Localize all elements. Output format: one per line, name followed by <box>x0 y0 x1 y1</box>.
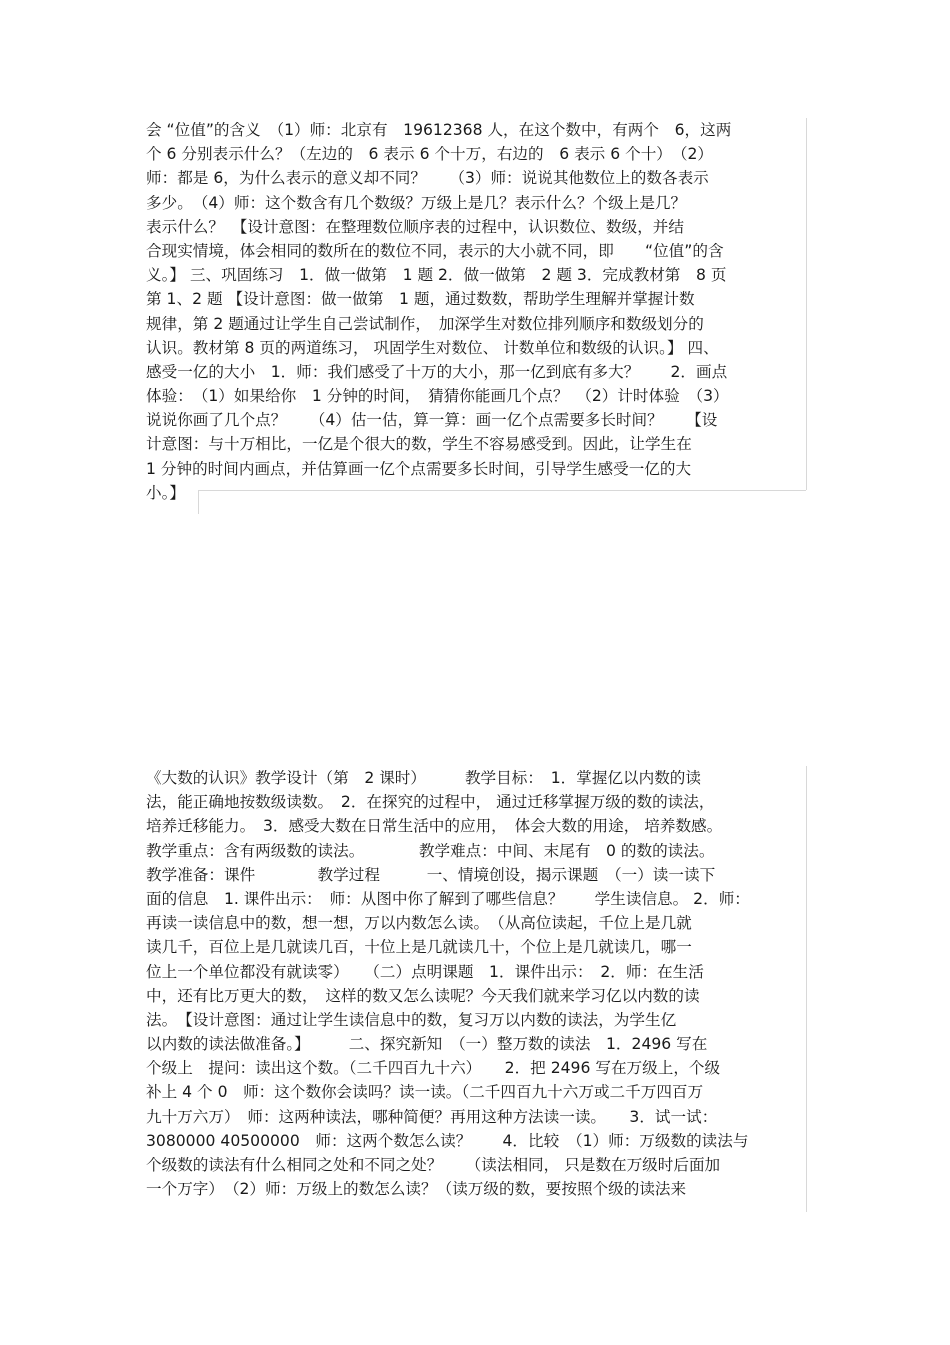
paragraph-line: 一个万字） （2）师：万级上的数怎么读？（读万级的数，要按照个级的读法来 <box>146 1180 687 1199</box>
paragraph-line: 3080000 40500000 师：这两个数怎么读？ 4．比较 （1）师：万级数的读法与 <box>146 1131 749 1150</box>
paragraph-line: 规律，第 2 题通过让学生自己尝试制作， 加深学生对数位排列顺序和数级划分的 <box>146 314 704 333</box>
paragraph-line: 认识。教材第 8 页的两道练习， 巩固学生对数位、 计数单位和数级的认识。】 四、 <box>146 338 719 357</box>
paragraph-line: 中，还有比万更大的数， 这样的数又怎么读呢？今天我们就来学习亿以内数的读 <box>146 986 700 1005</box>
paragraph-line: 表示什么？ 【设计意图：在整理数位顺序表的过程中，认识数位、数级，并结 <box>146 217 684 236</box>
paragraph-line: 个级上 提问：读出这个数。（二千四百九十六） 2．把 2496 写在万级上，个级 <box>146 1059 721 1078</box>
paragraph-line: 以内数的读法做准备。】 二、探究新知 （一）整万数的读法 1．2496 写在 <box>146 1035 708 1054</box>
paragraph-line: 第 1、2 题 【设计意图：做一做第 1 题，通过数数，帮助学生理解并掌握计数 <box>146 290 695 309</box>
text-block-section-2 <box>146 766 806 1201</box>
paragraph-line: 会 “位值”的含义 （1）师：北京有 19612368 人，在这个数中，有两个 6，这两 <box>146 121 732 139</box>
paragraph-line: 九十万六万） 师：这两种读法，哪种简便？再用这种方法读一读。 3．试一试： <box>146 1107 718 1126</box>
paragraph-line: 合现实情境，体会相同的数所在的数位不同，表示的大小就不同，即 “位值”的含 <box>146 241 724 260</box>
page-border-right-top <box>806 118 807 490</box>
paragraph-line: 教学重点：含有两级数的读法。 教学难点：中间、末尾有 0 的数的读法。 <box>146 841 715 860</box>
paragraph-line: 位上一个单位都没有就读零） （二）点明课题 1．课件出示： 2．师：在生活 <box>146 962 704 981</box>
paragraph-line: 说说你画了几个点？ （4）估一估，算一算：画一亿个点需要多长时间？ 【设 <box>146 411 718 430</box>
paragraph-line: 面的信息 1. 课件出示： 师：从图中你了解到了哪些信息？ 学生读信息。 2．师： <box>146 889 750 908</box>
paragraph-line: 读几千，百位上是几就读几百，十位上是几就读几十，个位上是几就读几，哪一 <box>146 938 692 957</box>
paragraph-line: 小。】 <box>146 483 185 502</box>
paragraph-line: 计意图：与十万相比，一亿是个很大的数，学生不容易感受到。因此，让学生在 <box>146 435 692 454</box>
paragraph-line: 教学准备：课件 教学过程 一、情境创设，揭示课题 （一）读一读下 <box>146 865 716 884</box>
paragraph-line: 体验： （1）如果给你 1 分钟的时间， 猜猜你能画几个点？ （2）计时体验 （3） <box>146 387 729 406</box>
paragraph-line: 多少。 （4）师：这个数含有几个数级？万级上是几？表示什么？个级上是几？ <box>146 193 687 212</box>
paragraph-line: 感受一亿的大小 1．师：我们感受了十万的大小，那一亿到底有多大？ 2．画点 <box>146 362 728 381</box>
paragraph-line: 法，能正确地按数级读数。 2．在探究的过程中， 通过迁移掌握万级的数的读法， <box>146 793 715 812</box>
paragraph-line: 师：都是 6，为什么表示的意义却不同？ （3）师：说说其他数位上的数各表示 <box>146 169 709 188</box>
paragraph-line: 法。 【设计意图：通过让学生读信息中的数，复习万以内数的读法，为学生亿 <box>146 1010 677 1029</box>
paragraph-line: 个级数的读法有什么相同之处和不同之处？ （读法相同， 只是数在万级时后面加 <box>146 1156 721 1174</box>
paragraph-line: 1 分钟的时间内画点，并估算画一亿个点需要多长时间，引导学生感受一亿的大 <box>146 459 692 478</box>
paragraph-line: 补上 4 个 0 师：这个数你会读吗？读一读。（二千四百九十六万或二千万四百万 <box>146 1083 704 1102</box>
paragraph-line: 培养迁移能力。 3．感受大数在日常生活中的应用， 体会大数的用途， 培养数感。 <box>146 817 723 836</box>
paragraph-line: 义。】 三、巩固练习 1．做一做第 1 题 2．做一做第 2 题 3．完成教材第 8 页 <box>146 266 727 285</box>
paragraph-line: 个 6 分别表示什么？（左边的 6 表示 6 个十万，右边的 6 表示 6 个十） （2） <box>146 145 713 164</box>
text-block-section-1 <box>146 118 806 505</box>
page-border-right-bottom <box>806 766 807 1212</box>
paragraph-line: 《大数的认识》教学设计（第 2 课时） 教学目标： 1．掌握亿以内数的读 <box>146 769 701 787</box>
paragraph-line: 再读一读信息中的数，想一想，万以内数怎么读。 （从高位读起，千位上是几就 <box>146 914 692 933</box>
